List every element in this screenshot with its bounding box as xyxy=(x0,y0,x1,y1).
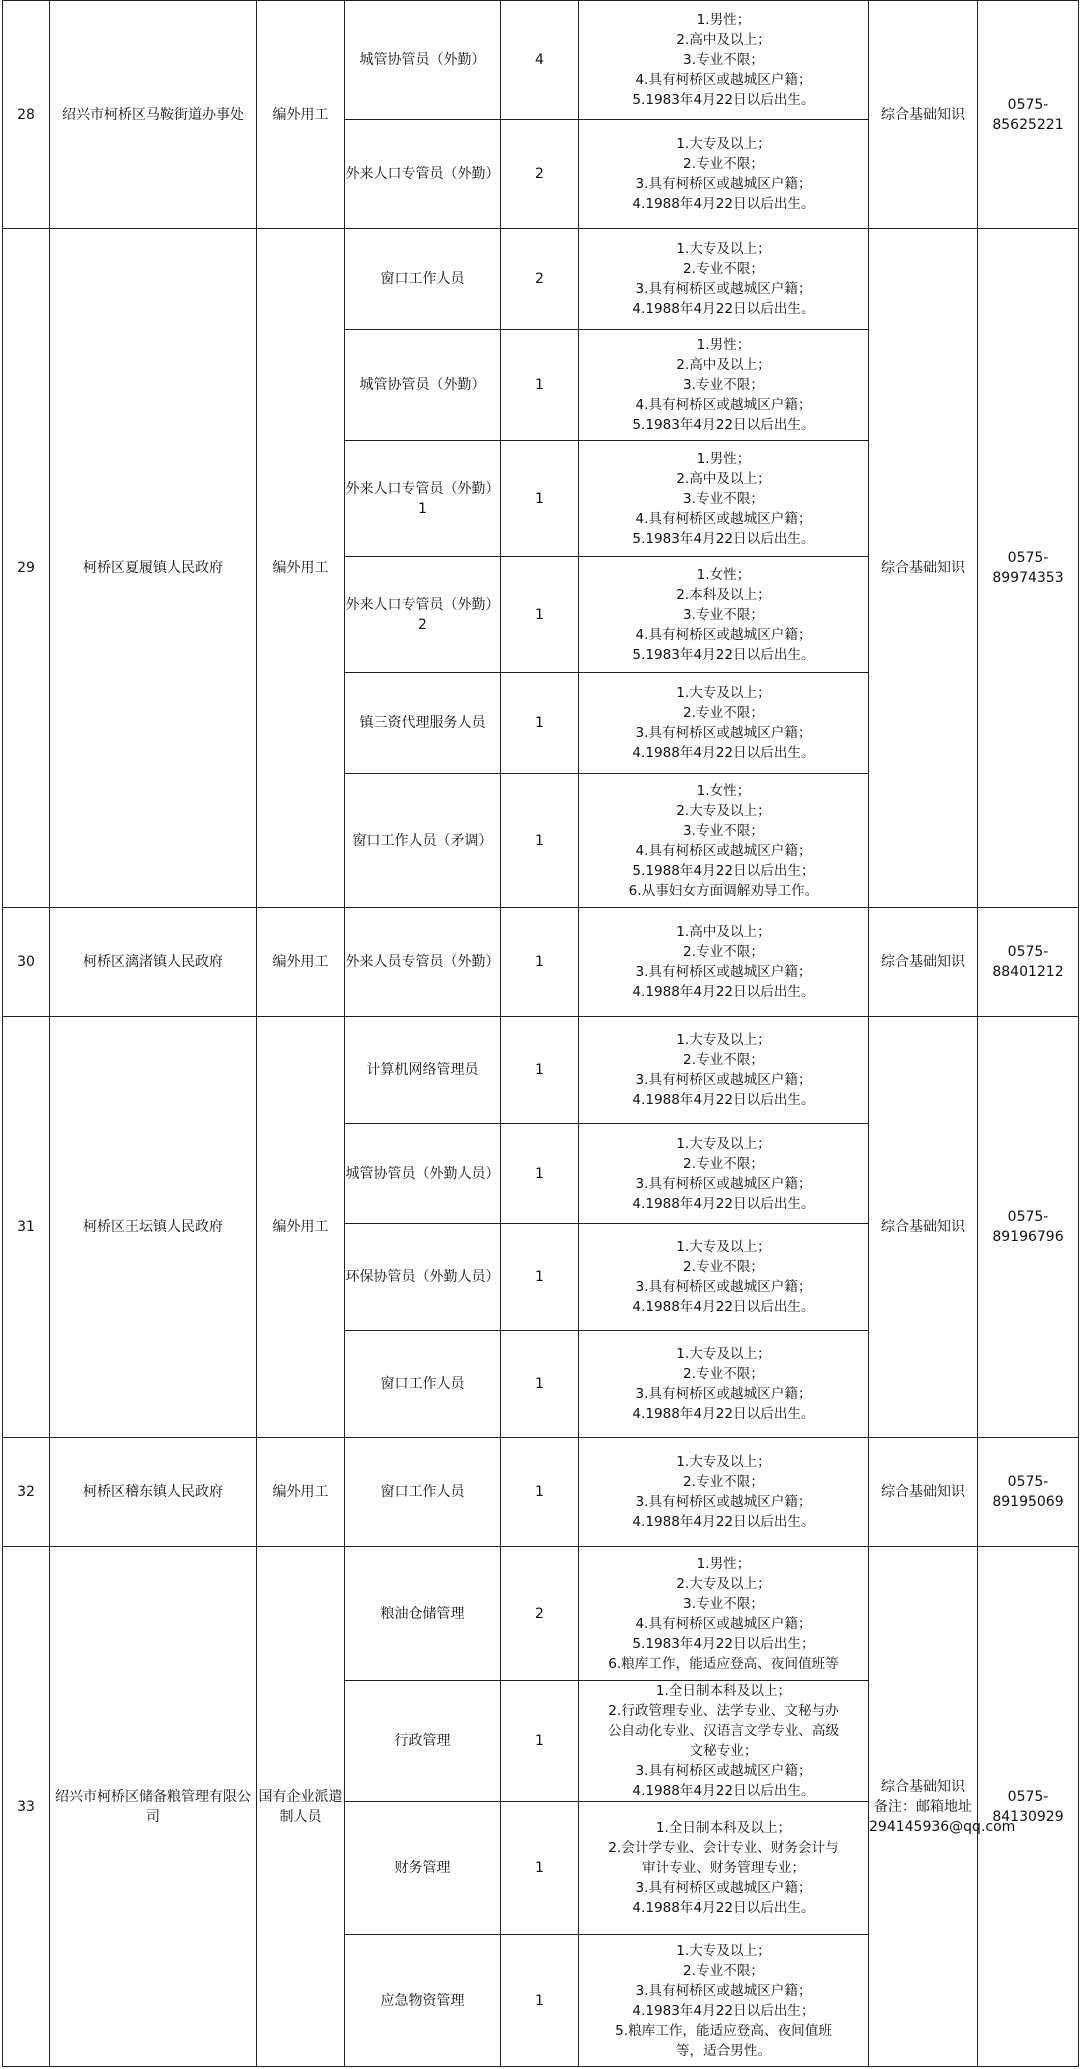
phone-text-line: 84130929 xyxy=(992,1808,1064,1825)
requirements-cell xyxy=(579,557,869,673)
requirement-line: 2.专业不限； xyxy=(683,1474,764,1490)
requirement-line: 3.具有柯桥区或越城区户籍； xyxy=(635,1175,812,1192)
position-name: 外来人员专管员（外勤） xyxy=(345,908,501,1017)
requirements-cell xyxy=(579,120,869,229)
row-number: 31 xyxy=(3,1017,50,1438)
position-count: 4 xyxy=(501,1,579,120)
requirement-line: 3.专业不限； xyxy=(683,606,764,623)
requirement-line: 2.专业不限； xyxy=(683,1155,764,1172)
position-name: 应急物资管理 xyxy=(345,1935,501,2067)
requirement-line: 4.1988年4月22日以后出生。 xyxy=(632,1195,815,1212)
requirement-line: 3.具有柯桥区或越城区户籍； xyxy=(635,1386,812,1402)
exam-text-line: 综合基础知识 xyxy=(881,1219,965,1235)
contact-phone xyxy=(978,1,1079,229)
position-count: 1 xyxy=(501,1438,579,1547)
requirement-line: 3.具有柯桥区或越城区户籍； xyxy=(635,964,812,980)
requirement-line: 1.女性； xyxy=(696,782,751,799)
exam-text-line: 294145936@qq.com xyxy=(869,1818,1016,1835)
requirement-line: 1.全日制本科及以上； xyxy=(655,1820,792,1836)
requirement-line: 4.1988年4月22日以后出生。 xyxy=(632,1299,815,1315)
exam-subject xyxy=(869,1017,978,1438)
exam-subject xyxy=(869,1547,1016,2067)
requirement-line: 4.具有柯桥区或越城区户籍； xyxy=(635,626,812,643)
requirements-cell xyxy=(579,1438,869,1547)
position-count: 1 xyxy=(501,330,579,441)
requirement-line: 1.男性； xyxy=(696,1555,751,1572)
requirement-line: 审计专业、财务管理专业； xyxy=(641,1860,806,1876)
employer-name: 柯桥区稽东镇人民政府 xyxy=(50,1438,257,1547)
phone-text-line: 89974353 xyxy=(992,570,1064,586)
requirement-line: 3.具有柯桥区或越城区户籍； xyxy=(635,1982,812,1999)
position-count: 1 xyxy=(501,1331,579,1438)
requirement-line: 6.粮库工作，能适应登高、夜间值班等 xyxy=(608,1655,839,1672)
position-count: 1 xyxy=(501,1935,579,2067)
contact-phone xyxy=(978,1547,1079,2067)
requirement-line: 4.1988年4月22日以后出生。 xyxy=(632,745,815,761)
position-name: 外来人口专管员（外勤）1 xyxy=(345,441,501,557)
position-name: 窗口工作人员 xyxy=(345,1331,501,1438)
employer-name: 柯桥区漓渚镇人民政府 xyxy=(50,908,257,1017)
table-row xyxy=(3,1438,1079,1547)
requirement-line: 3.具有柯桥区或越城区户籍； xyxy=(635,1763,812,1779)
position-name: 粮油仓储管理 xyxy=(345,1547,501,1681)
requirements-cell xyxy=(579,1224,869,1331)
position-count: 1 xyxy=(501,1017,579,1124)
requirement-line: 4.1988年4月22日以后出生。 xyxy=(632,984,815,1000)
exam-subject xyxy=(869,229,978,908)
exam-text-line: 综合基础知识 xyxy=(881,1484,965,1500)
position-name: 城管协管员（外勤人员） xyxy=(345,1124,501,1224)
requirement-line: 2.专业不限； xyxy=(683,261,764,277)
requirement-line: 3.专业不限； xyxy=(683,822,764,839)
position-name: 窗口工作人员（矛调） xyxy=(345,774,501,908)
exam-text-line: 综合基础知识 xyxy=(881,106,965,123)
position-count: 1 xyxy=(501,1681,579,1802)
position-name: 外来人口专管员（外勤）2 xyxy=(345,557,501,673)
requirements-cell xyxy=(579,774,869,908)
requirements-cell xyxy=(579,1017,869,1124)
requirement-line: 2.高中及以上； xyxy=(676,32,771,48)
position-name: 镇三资代理服务人员 xyxy=(345,673,501,774)
requirement-line: 2.专业不限； xyxy=(683,705,764,721)
position-count: 1 xyxy=(501,1224,579,1331)
table-row xyxy=(3,1547,1079,1681)
position-name: 城管协管员（外勤） xyxy=(345,330,501,441)
position-count: 2 xyxy=(501,120,579,229)
requirement-line: 3.具有柯桥区或越城区户籍； xyxy=(635,1880,812,1896)
requirement-line: 2.高中及以上； xyxy=(676,470,771,487)
requirements-cell xyxy=(579,1935,869,2067)
requirement-line: 等，适合男性。 xyxy=(675,2042,772,2059)
requirement-line: 4.具有柯桥区或越城区户籍； xyxy=(635,397,812,413)
requirement-line: 4.1988年4月22日以后出生。 xyxy=(632,1783,815,1799)
phone-text-line: 89195069 xyxy=(992,1494,1064,1510)
exam-text-line: 综合基础知识 xyxy=(881,954,965,970)
requirement-line: 3.具有柯桥区或越城区户籍； xyxy=(635,1279,812,1295)
requirement-line: 3.专业不限； xyxy=(683,1595,764,1612)
phone-text-line: 88401212 xyxy=(992,964,1064,980)
requirements-cell xyxy=(579,908,869,1017)
requirement-line: 2.专业不限； xyxy=(683,944,764,960)
employer-name: 绍兴市柯桥区储备粮管理有限公司 xyxy=(50,1547,257,2067)
requirement-line: 3.具有柯桥区或越城区户籍； xyxy=(635,176,812,192)
requirement-line: 1.男性； xyxy=(696,12,751,28)
table-row xyxy=(3,1,1079,120)
requirement-line: 1.男性； xyxy=(696,337,751,353)
requirement-line: 4.1988年4月22日以后出生。 xyxy=(632,1092,815,1108)
requirement-line: 4.具有柯桥区或越城区户籍； xyxy=(635,510,812,527)
requirement-line: 2.专业不限； xyxy=(683,1259,764,1275)
phone-text-line: 0575- xyxy=(1007,96,1049,113)
exam-subject xyxy=(869,1438,978,1547)
position-name: 城管协管员（外勤） xyxy=(345,1,501,120)
phone-text-line: 85625221 xyxy=(992,116,1064,133)
position-count: 1 xyxy=(501,673,579,774)
position-name: 环保协管员（外勤人员） xyxy=(345,1224,501,1331)
phone-text-line: 89196796 xyxy=(992,1229,1064,1245)
contact-phone xyxy=(978,229,1079,908)
requirement-line: 3.专业不限； xyxy=(683,52,764,68)
position-name: 窗口工作人员 xyxy=(345,229,501,330)
row-number: 30 xyxy=(3,908,50,1017)
table-body xyxy=(3,1,1079,2067)
employer-name: 绍兴市柯桥区马鞍街道办事处 xyxy=(50,1,257,229)
contact-phone xyxy=(978,908,1079,1017)
requirement-line: 1.女性； xyxy=(696,566,751,583)
requirement-line: 1.大专及以上； xyxy=(676,1942,771,1959)
requirement-line: 4.具有柯桥区或越城区户籍； xyxy=(635,72,812,88)
requirement-line: 2.专业不限； xyxy=(683,156,764,172)
requirement-line: 2.行政管理专业、法学专业、文秘与办 xyxy=(608,1703,839,1719)
exam-text-line: 综合基础知识 xyxy=(881,1778,965,1795)
phone-text-line: 0575- xyxy=(1007,1788,1049,1805)
row-number: 32 xyxy=(3,1438,50,1547)
position-name: 行政管理 xyxy=(345,1681,501,1802)
exam-text-line: 备注：邮箱地址 xyxy=(874,1798,972,1815)
employment-type: 编外用工 xyxy=(257,1017,345,1438)
contact-phone xyxy=(978,1438,1079,1547)
requirements-cell xyxy=(579,1547,869,1681)
employer-name: 柯桥区夏履镇人民政府 xyxy=(50,229,257,908)
requirement-line: 5.1983年4月22日以后出生。 xyxy=(632,92,815,108)
requirement-line: 1.大专及以上； xyxy=(676,1454,771,1470)
employment-type: 编外用工 xyxy=(257,1438,345,1547)
table-row xyxy=(3,229,1079,330)
requirements-cell xyxy=(579,1,869,120)
requirement-line: 2.专业不限； xyxy=(683,1366,764,1382)
position-name: 窗口工作人员 xyxy=(345,1438,501,1547)
requirement-line: 5.1983年4月22日以后出生。 xyxy=(632,646,815,663)
position-count: 1 xyxy=(501,774,579,908)
requirement-line: 2.专业不限； xyxy=(683,1962,764,1979)
requirement-line: 3.具有柯桥区或越城区户籍； xyxy=(635,281,812,297)
employment-type: 编外用工 xyxy=(257,908,345,1017)
requirement-line: 2.会计学专业、会计专业、财务会计与 xyxy=(608,1840,839,1856)
employment-type: 编外用工 xyxy=(257,229,345,908)
requirement-line: 1.大专及以上； xyxy=(676,1135,771,1152)
requirement-line: 3.具有柯桥区或越城区户籍； xyxy=(635,725,812,741)
requirement-line: 4.1988年4月22日以后出生。 xyxy=(632,196,815,212)
requirement-line: 1.大专及以上； xyxy=(676,136,771,152)
row-number: 33 xyxy=(3,1547,50,2067)
position-count: 1 xyxy=(501,557,579,673)
requirement-line: 6.从事妇女方面调解劝导工作。 xyxy=(628,882,819,899)
position-name: 计算机网络管理员 xyxy=(345,1017,501,1124)
requirement-line: 3.专业不限； xyxy=(683,377,764,393)
requirements-cell xyxy=(579,229,869,330)
phone-text-line: 0575- xyxy=(1007,1474,1049,1490)
row-number: 28 xyxy=(3,1,50,229)
requirement-line: 4.1983年4月22日以后出生； xyxy=(632,2002,815,2019)
position-count: 1 xyxy=(501,1124,579,1224)
exam-subject xyxy=(869,1,978,229)
requirements-cell xyxy=(579,1124,869,1224)
requirement-line: 1.大专及以上； xyxy=(676,1032,771,1048)
employer-name: 柯桥区王坛镇人民政府 xyxy=(50,1017,257,1438)
requirement-line: 5.1983年4月22日以后出生； xyxy=(632,1635,815,1652)
requirement-line: 1.全日制本科及以上； xyxy=(655,1683,792,1699)
requirement-line: 3.专业不限； xyxy=(683,490,764,507)
position-count: 2 xyxy=(501,229,579,330)
requirement-line: 文秘专业； xyxy=(689,1743,758,1759)
phone-text-line: 0575- xyxy=(1007,944,1049,960)
row-number: 29 xyxy=(3,229,50,908)
requirement-line: 1.高中及以上； xyxy=(676,924,771,940)
requirements-cell xyxy=(579,441,869,557)
requirement-line: 2.大专及以上； xyxy=(676,802,771,819)
requirements-cell xyxy=(579,1681,869,1802)
requirement-line: 1.大专及以上； xyxy=(676,685,771,701)
requirement-line: 1.大专及以上； xyxy=(676,1239,771,1255)
recruitment-table xyxy=(2,0,1079,2067)
requirement-line: 公自动化专业、汉语言文学专业、高级 xyxy=(607,1723,840,1739)
requirements-cell xyxy=(579,673,869,774)
requirement-line: 4.1988年4月22日以后出生。 xyxy=(632,1514,815,1530)
requirement-line: 4.1988年4月22日以后出生。 xyxy=(632,301,815,317)
position-count: 1 xyxy=(501,1802,579,1935)
position-count: 1 xyxy=(501,908,579,1017)
requirement-line: 5.粮库工作，能适应登高、夜间值班 xyxy=(615,2022,832,2039)
requirement-line: 5.1983年4月22日以后出生。 xyxy=(632,417,815,433)
position-name: 财务管理 xyxy=(345,1802,501,1935)
requirement-line: 4.具有柯桥区或越城区户籍； xyxy=(635,1615,812,1632)
requirement-line: 2.高中及以上； xyxy=(676,357,771,373)
employment-type: 国有企业派遣制人员 xyxy=(257,1547,345,2067)
exam-subject xyxy=(869,908,978,1017)
position-count: 2 xyxy=(501,1547,579,1681)
requirement-line: 5.1983年4月22日以后出生。 xyxy=(632,530,815,547)
table-row xyxy=(3,1017,1079,1124)
requirement-line: 2.大专及以上； xyxy=(676,1575,771,1592)
exam-text-line: 综合基础知识 xyxy=(881,560,965,576)
requirement-line: 3.具有柯桥区或越城区户籍； xyxy=(635,1494,812,1510)
phone-text-line: 0575- xyxy=(1007,1209,1049,1225)
requirement-line: 1.大专及以上； xyxy=(676,1346,771,1362)
requirement-line: 5.1988年4月22日以后出生； xyxy=(632,862,815,879)
requirement-line: 2.本科及以上； xyxy=(676,586,771,603)
requirement-line: 4.1988年4月22日以后出生。 xyxy=(632,1406,815,1422)
requirement-line: 2.专业不限； xyxy=(683,1052,764,1068)
requirements-cell xyxy=(579,1802,869,1935)
table-row xyxy=(3,908,1079,1017)
requirement-line: 4.具有柯桥区或越城区户籍； xyxy=(635,842,812,859)
requirement-line: 3.具有柯桥区或越城区户籍； xyxy=(635,1072,812,1088)
requirement-line: 1.大专及以上； xyxy=(676,241,771,257)
requirements-cell xyxy=(579,330,869,441)
position-name: 外来人口专管员（外勤） xyxy=(345,120,501,229)
contact-phone xyxy=(978,1017,1079,1438)
employment-type: 编外用工 xyxy=(257,1,345,229)
position-count: 1 xyxy=(501,441,579,557)
requirement-line: 1.男性； xyxy=(696,450,751,467)
requirements-cell xyxy=(579,1331,869,1438)
phone-text-line: 0575- xyxy=(1007,550,1049,566)
requirement-line: 4.1988年4月22日以后出生。 xyxy=(632,1900,815,1916)
